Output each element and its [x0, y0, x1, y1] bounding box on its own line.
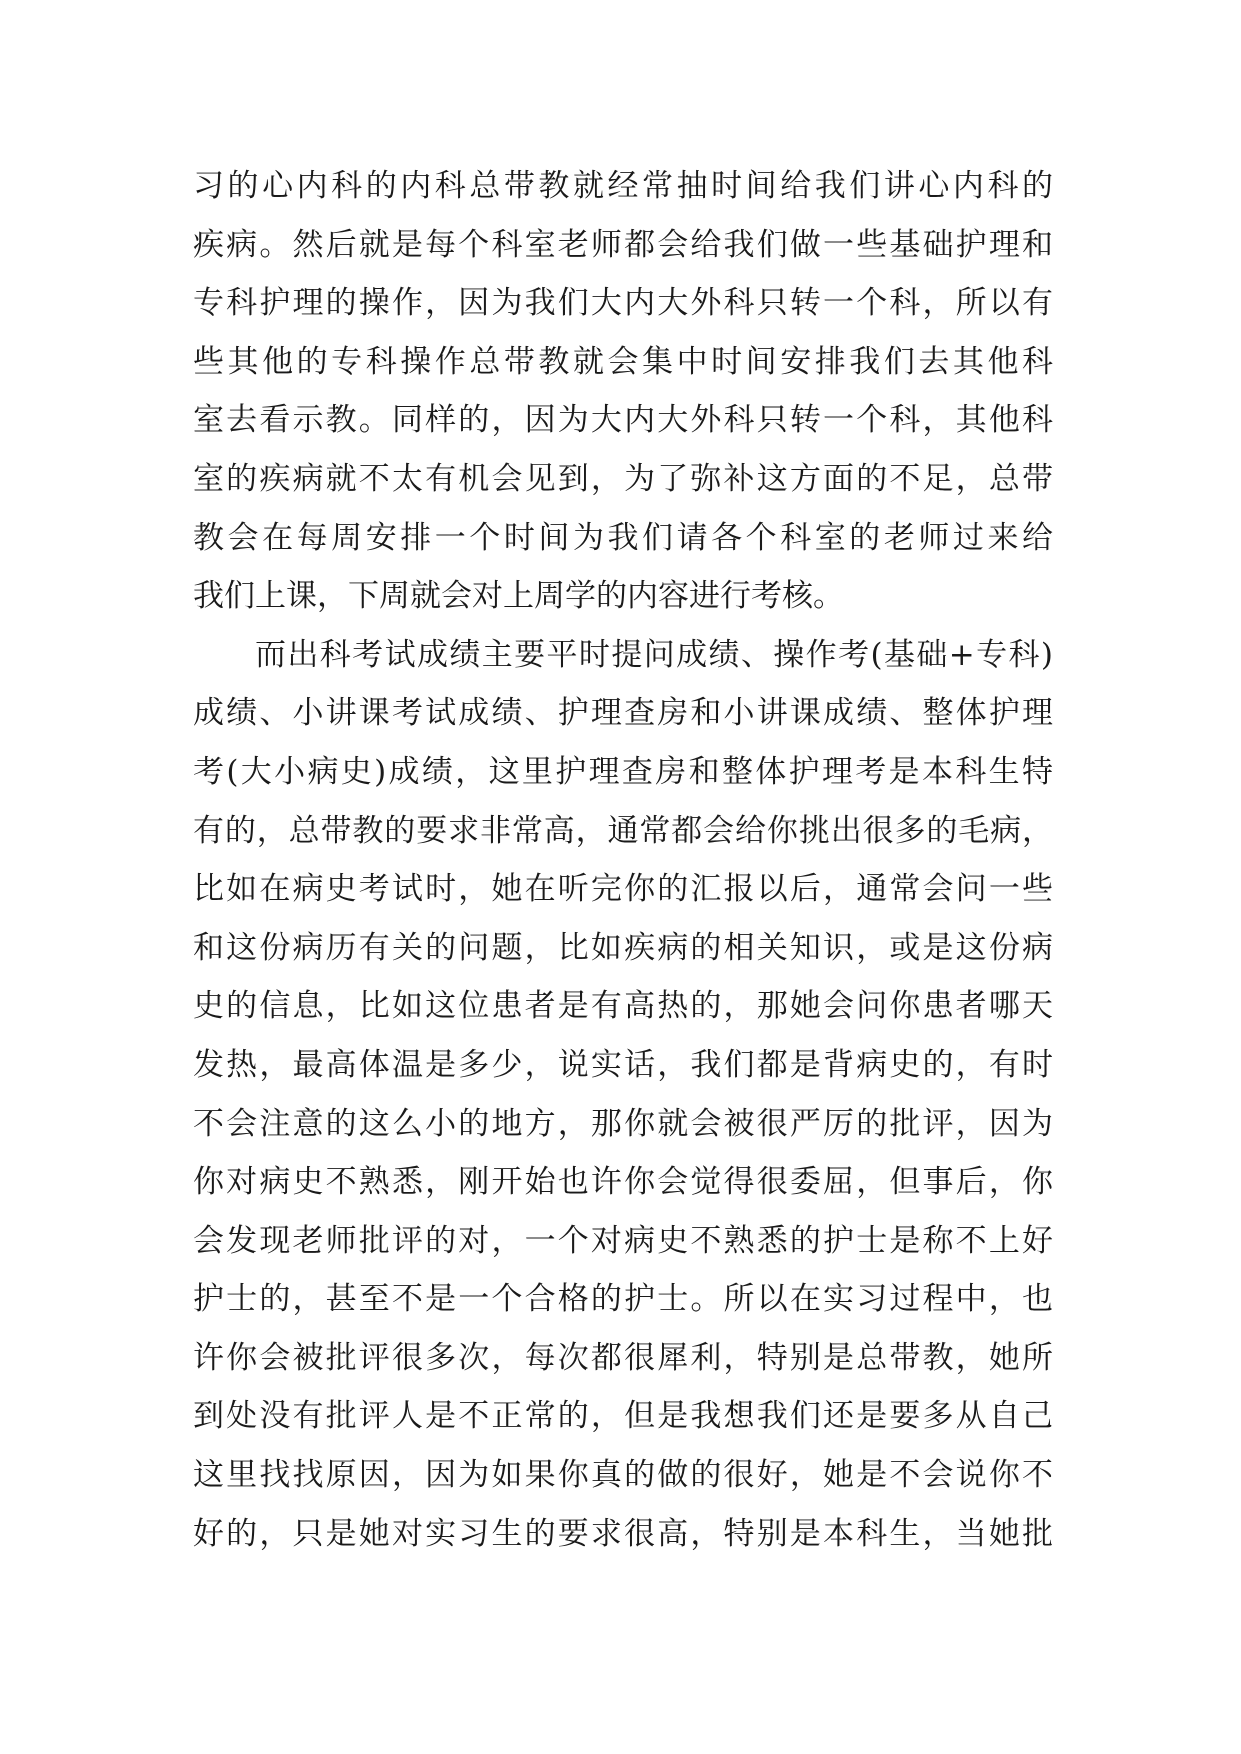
text-line: 专科护理的操作，因为我们大内大外科只转一个科，所以有 [193, 285, 1053, 322]
text-line: 考(大小病史)成绩，这里护理查房和整体护理考是本科生特 [193, 753, 1053, 790]
text-line: 你对病史不熟悉，刚开始也许你会觉得很委屈，但事后，你 [193, 1164, 1053, 1201]
text-line: 些其他的专科操作总带教就会集中时间安排我们去其他科 [193, 343, 1053, 380]
text-line: 和这份病历有关的问题，比如疾病的相关知识，或是这份病 [193, 929, 1053, 966]
text-line: 不会注意的这么小的地方，那你就会被很严厉的批评，因为 [193, 1105, 1053, 1142]
text-line: 室的疾病就不太有机会见到，为了弥补这方面的不足，总带 [193, 460, 1053, 497]
text-line: 这里找找原因，因为如果你真的做的很好，她是不会说你不 [193, 1457, 1053, 1494]
text-line: 好的，只是她对实习生的要求很高，特别是本科生，当她批 [193, 1515, 1053, 1552]
text-line: 教会在每周安排一个时间为我们请各个科室的老师过来给 [193, 519, 1053, 556]
text-line: 习的心内科的内科总带教就经常抽时间给我们讲心内科的 [193, 168, 1053, 204]
text-line: 室去看示教。同样的，因为大内大外科只转一个科，其他科 [193, 402, 1053, 439]
text-line: 比如在病史考试时，她在听完你的汇报以后，通常会问一些 [193, 871, 1053, 908]
text-line: 发热，最高体温是多少，说实话，我们都是背病史的，有时 [193, 1046, 1053, 1083]
text-line: 疾病。然后就是每个科室老师都会给我们做一些基础护理和 [193, 226, 1053, 263]
text-line: 成绩、小讲课考试成绩、护理查房和小讲课成绩、整体护理 [193, 695, 1053, 732]
text-line: 而出科考试成绩主要平时提问成绩、操作考(基础+专科) [255, 636, 1053, 673]
text-line: 我们上课，下周就会对上周学的内容进行考核。 [193, 578, 844, 615]
document-body [193, 157, 1053, 1563]
text-line: 有的，总带教的要求非常高，通常都会给你挑出很多的毛病， [193, 812, 1053, 849]
paragraph-1 [193, 157, 1053, 626]
text-line: 会发现老师批评的对，一个对病史不熟悉的护士是称不上好 [193, 1222, 1053, 1259]
text-line: 史的信息，比如这位患者是有高热的，那她会问你患者哪天 [193, 988, 1053, 1025]
paragraph-2 [193, 626, 1053, 1564]
text-line: 到处没有批评人是不正常的，但是我想我们还是要多从自己 [193, 1398, 1053, 1435]
text-line: 护士的，甚至不是一个合格的护士。所以在实习过程中，也 [193, 1281, 1053, 1318]
text-line: 许你会被批评很多次，每次都很犀利，特别是总带教，她所 [193, 1339, 1053, 1376]
